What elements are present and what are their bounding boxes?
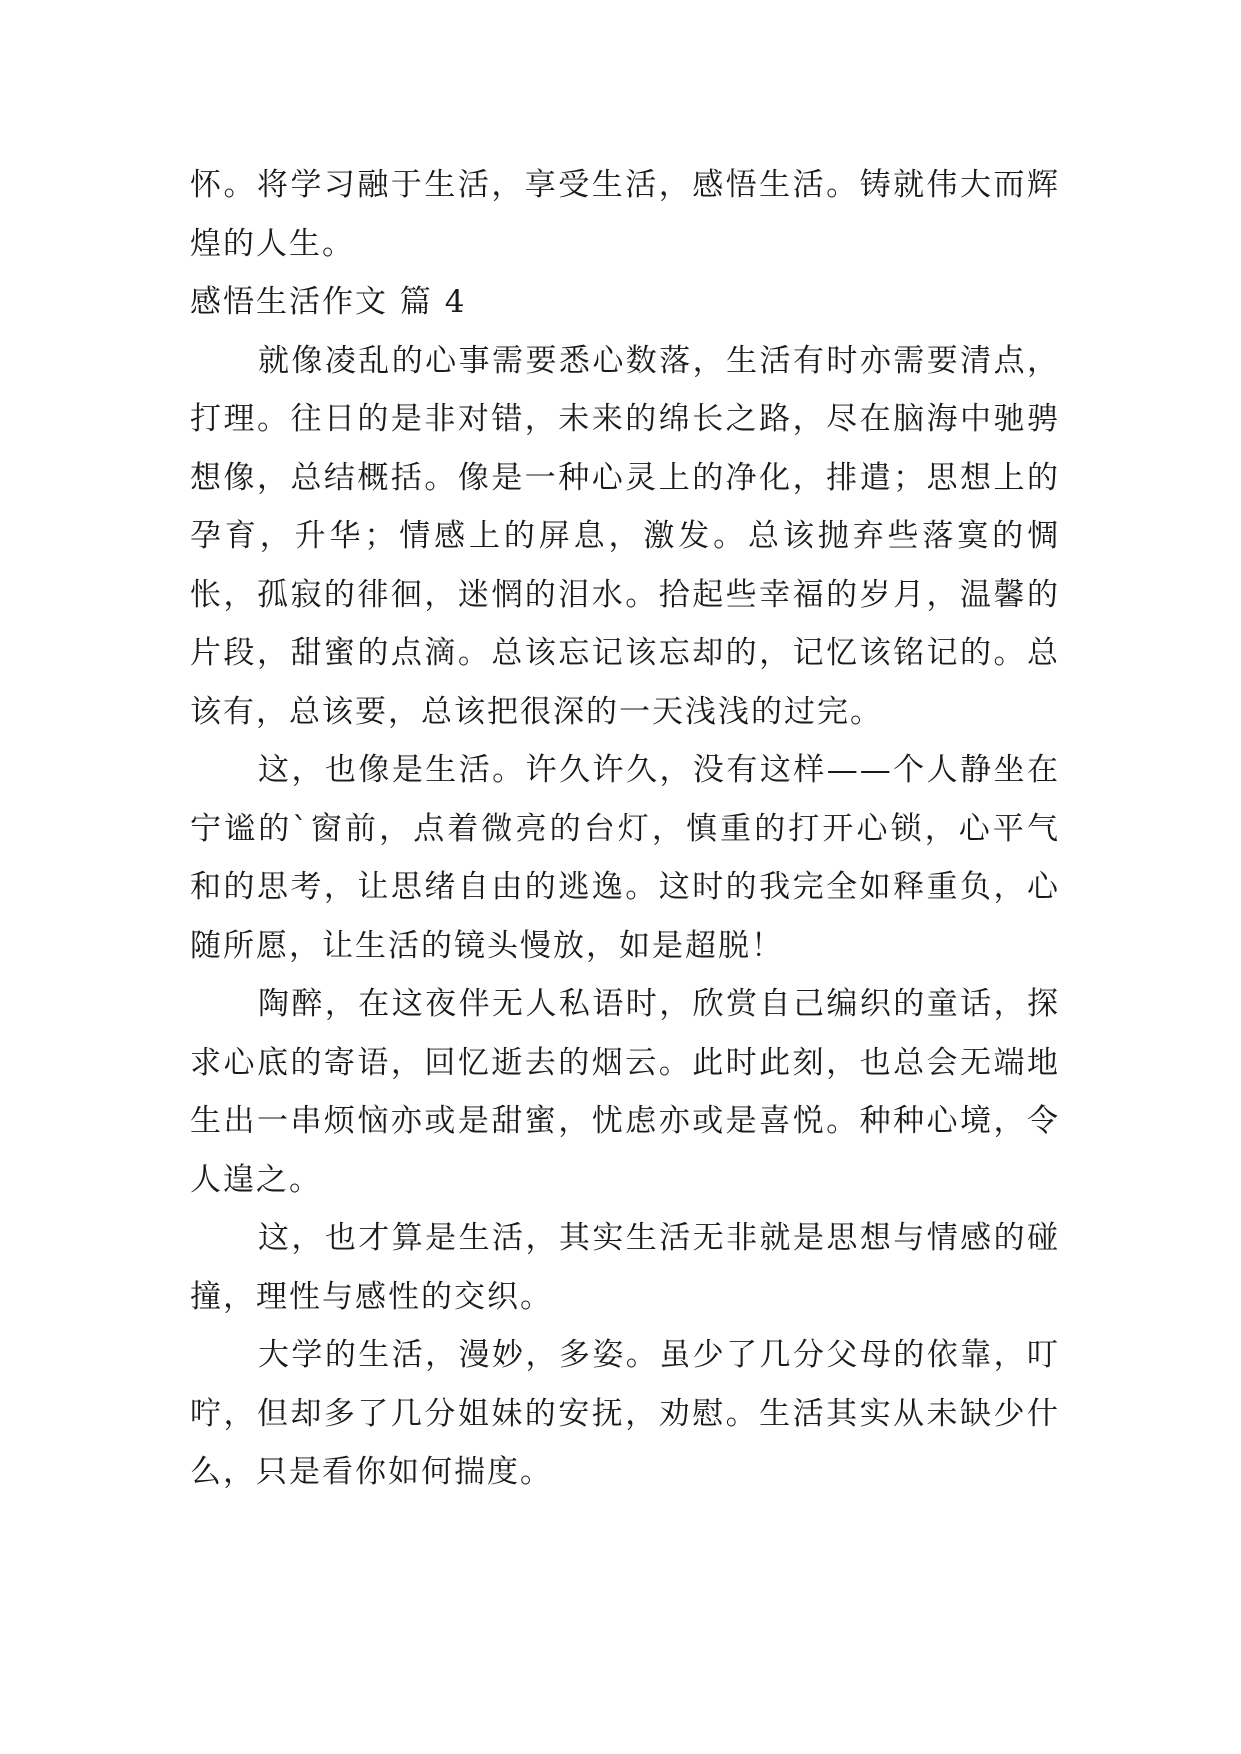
body-paragraph: 这，也像是生活。许久许久，没有这样——个人静坐在宁谧的`窗前，点着微亮的台灯，慎重的打开心锁，心平气和的思考，让思绪自由的逃逸。这时的我完全如释重负，心随所愿，让生活的镜头慢放，如是超脱！: [190, 752, 1060, 964]
body-paragraph: 就像凌乱的心事需要悉心数落，生活有时亦需要清点，打理。往日的是非对错，未来的绵长之路，尽在脑海中驰骋想像，总结概括。像是一种心灵上的净化，排遣；思想上的孕育，升华；情感上的屏息，激发。总该抛弃些落寞的惆怅，孤寂的徘徊，迷惘的泪水。拾起些幸福的岁月，温馨的片段，甜蜜的点滴。总该忘记该忘却的，记忆该铭记的。总该有，总该要，总该把很深的一天浅浅的过完。: [190, 342, 1060, 730]
body-paragraph: 陶醉，在这夜伴无人私语时，欣赏自己编织的童话，探求心底的寄语，回忆逝去的烟云。此时此刻，也总会无端地生出一串烦恼亦或是甜蜜，忧虑亦或是喜悦。种种心境，令人遑之。: [190, 986, 1060, 1198]
section-title: 感悟生活作文 篇 4: [190, 284, 467, 320]
document-body: [190, 156, 1060, 1502]
opening-paragraph: 怀。将学习融于生活，享受生活，感悟生活。铸就伟大而辉煌的人生。: [190, 167, 1060, 262]
body-paragraph: 大学的生活，漫妙，多姿。虽少了几分父母的依靠，叮咛，但却多了几分姐妹的安抚，劝慰。生活其实从未缺少什么，只是看你如何揣度。: [190, 1337, 1060, 1490]
body-paragraph: 这，也才算是生活，其实生活无非就是思想与情感的碰撞，理性与感性的交织。: [190, 1220, 1060, 1315]
